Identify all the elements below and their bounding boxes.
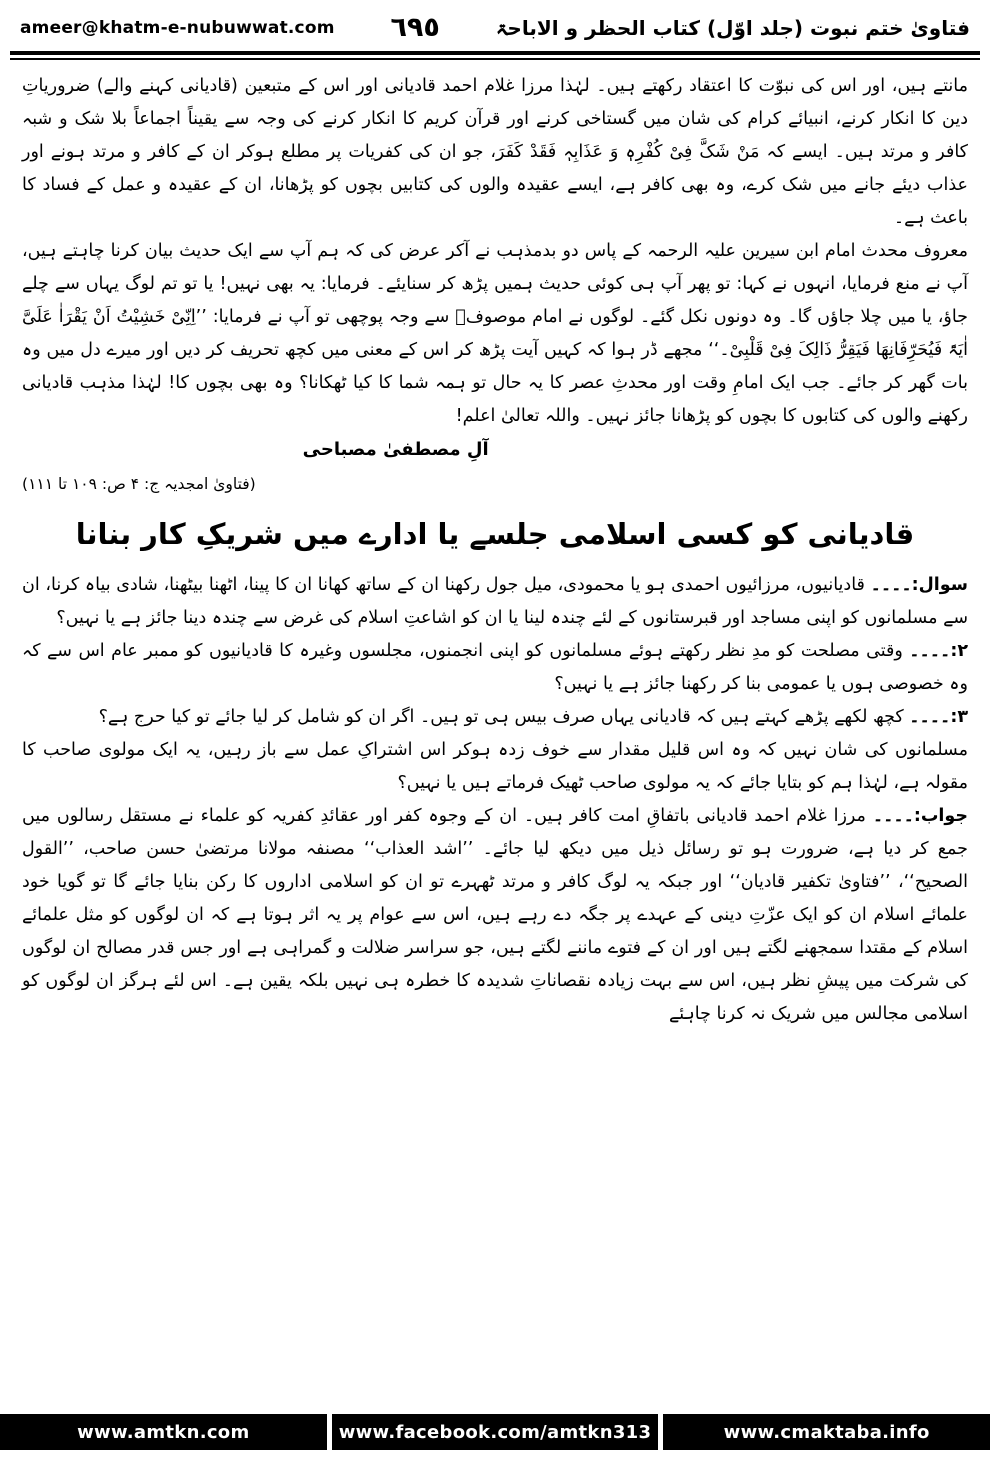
footer-url-cmaktaba: www.cmaktaba.info: [663, 1414, 990, 1450]
page-body: [0, 60, 990, 1408]
question-paragraph: [22, 701, 968, 734]
question-paragraph: [22, 635, 968, 701]
author-signature: آلِ مصطفیٰ مصباحی: [302, 439, 489, 460]
question-text: مسلمانوں کی شان نہیں کہ وہ اس قلیل مقدار سے خوف زدہ ہوکر اس اشتراکِ عمل سے باز رہیں، یہ ایک مولوی صاحب کا مقولہ ہے، لہٰذا ہم کو بتایا جائے کہ یہ مولوی صاحب ٹھیک فرماتے ہیں یا نہیں؟: [22, 740, 968, 793]
question-text: وقتی مصلحت کو مدِ نظر رکھتے ہوئے مسلمانوں کو اپنی انجمنوں، مجلسوں وغیرہ کا قادیانیوں کو ممبر عام اس سے کہ وہ خصوصی ہوں یا عمومی بنا کر رکھنا جائز ہے یا نہیں؟: [22, 641, 968, 694]
question-paragraph: [22, 569, 968, 635]
page-header: [0, 0, 990, 49]
page-number: ٦٩٥: [390, 12, 440, 43]
footer-url-facebook: www.facebook.com/amtkn313: [332, 1414, 659, 1450]
question-paragraph: [22, 734, 968, 800]
question-label: ۲:۔۔۔۔: [909, 641, 968, 661]
answer-label: جواب:۔۔۔۔: [872, 806, 968, 826]
citation-reference: (فتاویٰ امجدیہ ج: ۴ ص: ۱۰۹ تا ۱۱۱): [22, 475, 256, 493]
body-paragraph: معروف محدث امام ابن سیرین علیہ الرحمہ کے پاس دو بدمذہب نے آکر عرض کی کہ ہم آپ سے ایک حدیث بیان کرنا چاہتے ہیں، آپ نے منع فرمایا، انہوں نے کہا: تو پھر آپ ہی کوئی حدیث ہمیں پڑھ کر سنایئے۔ فرمایا: یہ بھی نہیں! یا تو تم لوگ یہاں سے چلے جاؤ، یا میں چلا جاؤں گا۔ وہ دونوں نکل گئے۔ لوگوں نے امام موصوفؒ سے وجہ پوچھی تو آپ نے فرمایا: ’’اِنِّیْ خَشِیْتُ اَنْ یَقْرَاٰ عَلَیَّ اٰیَۃً فَیُحَرِّفَانِھَا فَیَقِرُّ ذَالِکَ فِیْ قَلْبِیْ۔‘‘ مجھے ڈر ہوا کہ کہیں آیت پڑھ کر اس کے معنی میں کچھ تحریف کر دیں اور میرے دل میں وہ بات گھر کر جائے۔ جب ایک امامِ وقت اور محدثِ عصر کا یہ حال تو ہمہ شما کا کیا ٹھکانا؟ وہ بھی بچوں کا! لہٰذا مذہب قادیانی رکھنے والوں کی کتابوں کا بچوں کو پڑھانا جائز نہیں۔ واللہ تعالیٰ اعلم!: [22, 241, 968, 426]
contact-email: ameer@khatm-e-nubuwwat.com: [20, 17, 335, 38]
body-paragraph: مانتے ہیں، اور اس کی نبوّت کا اعتقاد رکھتے ہیں۔ لہٰذا مرزا غلام احمد قادیانی اور اس کے متبعین (قادیانی کہنے والے) ضروریاتِ دین کا انکار کرنے، انبیائے کرام کی شان میں گستاخی کرنے اور قرآن کریم کا انکار کرنے کی وجہ سے یقیناً اجماعاً بلا شک و شبہ کافر و مرتد ہیں۔ ایسے کہ مَنْ شَکَّ فِیْ کُفْرِہٖ وَ عَذَابِہٖ فَقَدْ کَفَرَ، جو ان کی کفریات پر مطلع ہوکر ان کے کافر و مرتد ہونے اور عذاب دیئے جانے میں شک کرے، وہ بھی کافر ہے، ایسے عقیدہ والوں کی کتابیں بچوں کو پڑھانا، ان کے عقیدہ و عمل کے فساد کا باعث ہے۔: [22, 76, 968, 228]
answer-text: مرزا غلام احمد قادیانی باتفاقِ امت کافر ہیں۔ ان کے وجوہ کفر اور عقائدِ کفریہ کو علماء نے مستقل رسالوں میں جمع کر دیا ہے، ضرورت ہو تو رسائل ذیل میں دیکھ لیا جائے۔ ’’اشد العذاب‘‘ مصنفہ مولانا مرتضیٰ حسن صاحب، ’’القول الصحیح‘‘، ’’فتاویٰ تکفیر قادیان‘‘ اور جبکہ یہ لوگ کافر و مرتد ٹھہرے تو ان کو اسلامی اداروں کا رکن بنایا جائے گا تو گویا خود علمائے اسلام ان کو ایک عزّتِ دینی کے عہدے پر جگہ دے رہے ہیں، اس سے عوام پر یہ اثر ہوتا ہے کہ ان لوگوں کو مثل علمائے اسلام کے مقتدا سمجھنے لگتے ہیں اور ان کے فتوے ماننے لگتے ہیں، جو سراسر ضلالت و گمراہی ہے اور جس قدر مصالح ان لوگوں کی شرکت میں پیشِ نظر ہیں، اس سے بہت زیادہ نقصاناتِ شدیدہ کا خطرہ ہی نہیں بلکہ یقین ہے۔ اس لئے ہرگز ان لوگوں کو اسلامی مجالس میں شریک نہ کرنا چاہئے: [22, 806, 968, 1024]
answer-paragraph: [22, 800, 968, 1031]
header-rule-thick: [10, 51, 980, 55]
question-label: سوال:۔۔۔۔: [870, 575, 968, 595]
book-title: فتاویٰ ختم نبوت (جلد اوّل) کتاب الحظر و الاباحۃ: [495, 15, 970, 40]
question-label: ۳:۔۔۔۔: [909, 707, 968, 727]
question-text: کچھ لکھے پڑھے کہتے ہیں کہ قادیانی یہاں صرف بیس ہی تو ہیں۔ اگر ان کو شامل کر لیا جائے تو کیا حرج ہے؟: [98, 707, 904, 727]
footer-url-amtkn: www.amtkn.com: [0, 1414, 327, 1450]
page-footer: [0, 1414, 990, 1450]
section-heading: قادیانی کو کسی اسلامی جلسے یا ادارے میں شریکِ کار بنانا: [75, 517, 915, 551]
question-text: قادیانیوں، مرزائیوں احمدی ہو یا محمودی، میل جول رکھنا ان کے ساتھ کھانا ان کا پینا، اٹھنا بیٹھنا، شادی بیاہ کرنا، ان سے مسلمانوں کو اپنی مساجد اور قبرستانوں کے لئے چندہ لینا یا ان کو اشاعتِ اسلام کی غرض سے چندہ دینا جائز ہے یا نہیں؟: [22, 575, 968, 628]
